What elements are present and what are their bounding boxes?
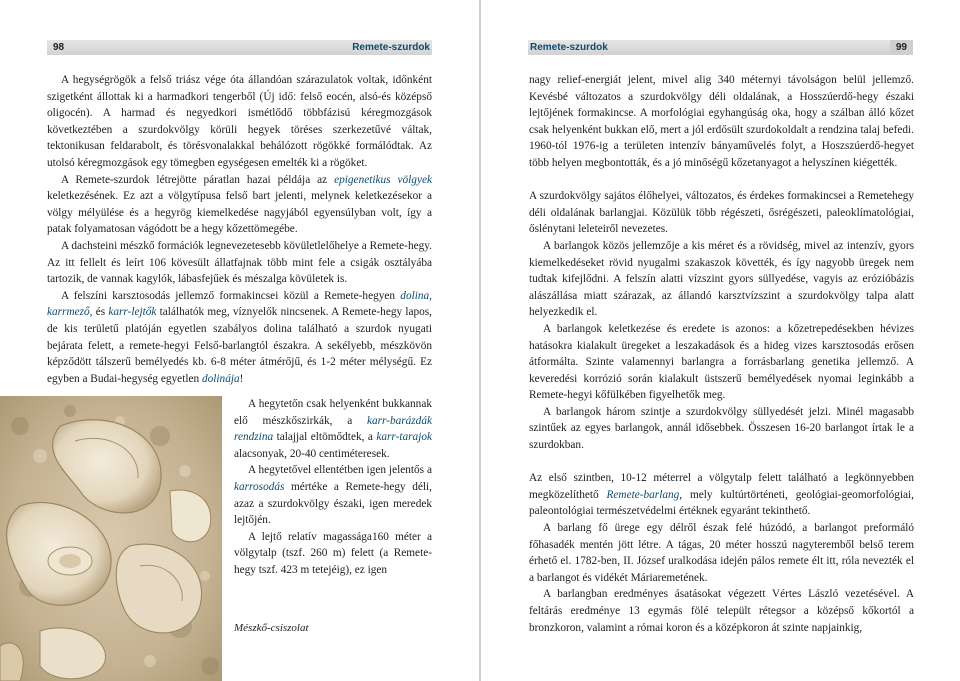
- paragraph-text: nagy relief-energiát jelent, mivel alig 340 méternyi távolságon belül jellemző. Kevésbé változatos a szurdokvölgy déli oldalának, a Hosszúerdő-hegy északi lejtőjének formakincse. A morfológiai egyhangúság oka, hogy a szálban álló kőzet csak helyenként bukkan elő, mert a jól erdősült szurdokoldalt a rendzina talaj befedi. 1960-tól 1976-ig a területen intenzív bányaművelés folyt, a Hoszszúerdő-hegyet több helyen megbontották, és a jó minőségű kőzetanyagot a helyszínen kiégették.: [529, 74, 914, 169]
- paragraph-text: A hegytetőn csak helyenként bukkannak elő mészkőszirkák, a: [234, 398, 432, 427]
- emphasized-term: karrosodás: [234, 480, 285, 493]
- paragraph: [529, 238, 914, 321]
- emphasized-term: karr-tarajok: [376, 431, 432, 444]
- paragraph: [529, 470, 914, 520]
- paragraph-text: alacsonyak, 20-40 centiméteresek.: [234, 447, 390, 460]
- emphasized-term: epigenetikus völgyek: [334, 173, 432, 186]
- paragraph-text: találhatók meg, víznyelők nincsenek. A Remete-hegy lapos, de kis területű platóján egyetlen szabályos dolina található a szurdok nyugati bejárata felett, a remete-hegyi Felső-barlangtól északra. A sekélyebb, mészkövön képződött tálszerű bemélyedés kb. 6-8 méter átmérőjű, és 1-2 méter mélységű. Ez egyben a Budai-hegység egyetlen: [47, 306, 433, 385]
- left-running-title: Remete-szurdok: [352, 42, 430, 53]
- right-page-number: 99: [890, 40, 913, 55]
- paragraph: [529, 520, 914, 586]
- paragraph: [234, 396, 432, 462]
- right-running-title: Remete-szurdok: [530, 42, 608, 53]
- paragraph-text: keletkezésének. Ez azt a völgytípusa felső bart jelenti, melynek keletkezésekor a völgy mélyülése és a hegyrög kiemelkedése nagyjából egyensúlyban volt, így a patak folyamatosan vágódott be a hegy kőzettömegébe.: [47, 190, 432, 236]
- paragraph: [47, 72, 432, 172]
- paragraph: [529, 586, 914, 636]
- paragraph: [47, 172, 432, 238]
- paragraph-text: A Remete-szurdok létrejötte páratlan hazai példája az: [61, 173, 335, 186]
- limestone-thin-section-photo: [0, 396, 222, 681]
- left-running-header: [47, 40, 432, 55]
- paragraph-text: A barlangok három szintje a szurdokvölgy süllyedését jelzi. Minél magasabb szintűek az egyes barlangok, annál idősebbek. Összesen 16-20 barlangot írtak le a szurdokban.: [529, 405, 914, 452]
- paragraph-text: A barlangok keletkezése és eredete is azonos: a kőzetrepedésekben hévizes hatásokra kialakult üregeket a leszakadások és a hideg vizes karsztosodás erősen átformálta. Szinte valamennyi barlangra a forrásbarlang genetika jellemző. A keveredési korrózió során kialakult üstszerű bemélyedések nyomai leginkább a Remete-hegyi kőfülkében figyelhetők meg.: [529, 322, 914, 402]
- paragraph: [529, 188, 914, 238]
- paragraph-text: A felszíni karsztosodás jellemző formakincsei közül a Remete-hegyen: [61, 289, 401, 302]
- paragraph-text: Az első szintben, 10-12 méterrel a völgytalp felett található a legkönnyebben megközelíthető: [529, 472, 914, 501]
- emphasized-term: karr-lejtők: [108, 306, 157, 319]
- emphasized-term: Remete-barlang: [606, 488, 680, 501]
- right-page: [481, 0, 960, 681]
- paragraph: [234, 529, 432, 579]
- paragraph: [47, 288, 432, 388]
- left-top-text: [47, 72, 432, 387]
- paragraph-text: A barlang fő ürege egy délről észak felé húzódó, a barlangot preformáló főhasadék mentén jött létre. A tágas, 20 méter hosszú nagyteremből belső terem érhető el. 1782-ben, II. József uralkodása idején pálos remete élt itt, róla nevezték el a barlangot és vidékét Máriaremetének.: [529, 522, 914, 584]
- paragraph-text: A barlangok közös jellemzője a kis méret és a rövidség, mivel az intenzív, gyors kiemelkedéseket rövid nyugalmi szakaszok követték, és így nagyobb üregek nem tudtak kifejlődni. A felszín alatti vízszint gyors süllyedése, vagyis az erózióbázis alászállása miatt szárazak, az állandó karsztvízszint a szurdokvölgy talpa alatt helyezkedik el.: [529, 239, 914, 319]
- paragraph-text: A lejtő relatív magassága160 méter a völgytalp (tszf. 260 m) felett (a Remete-hegy tszf. 423 m tetejéig), ez igen: [234, 530, 432, 576]
- left-page: [0, 0, 479, 681]
- emphasized-term: dolinája: [201, 372, 240, 385]
- left-page-number: 98: [53, 42, 65, 53]
- right-running-header: [528, 40, 913, 55]
- paragraph: [529, 404, 914, 454]
- paragraph-text: !: [239, 372, 244, 385]
- paragraph-text: A barlangban eredményes ásatásokat végezett Vértes László vezetésével. A feltárás eredménye 13 egymás fölé települt rétegsor a középső kőkortól a bronzkoron, valamint a római koron és a középkoron át szinte napjainkig,: [529, 588, 914, 634]
- paragraph-text: mértéke a Remete-hegy déli, azaz a szurdokvölgy északi, igen meredek lejtőjén.: [234, 480, 432, 527]
- right-main-text: [529, 72, 914, 636]
- paragraph: [529, 72, 914, 172]
- emphasized-term: karr-barázdák rendzina: [234, 414, 432, 444]
- paragraph-text: , mely kultúrtörténeti, geológiai-geomorfológiai, paleontológiai természetvédelmi értéknek egyaránt tekinthető.: [529, 488, 914, 518]
- paragraph-text: talajjal eltömődtek, a: [273, 431, 377, 444]
- paragraph-text: és: [92, 306, 109, 319]
- paragraph: [234, 462, 432, 528]
- paragraph-text: A szurdokvölgy sajátos élőhelyei, változatos, és érdekes formakincsei a Remetehegy déli oldalának barlangjai. Közülük több régészeti, ősrégészeti, paleoklímatológiai, őslénytani leleteiről nevezetes.: [529, 190, 914, 236]
- emphasized-term: dolina, karrmező,: [47, 289, 432, 319]
- paragraph-text: A hegytetővel ellentétben igen jelentős a: [248, 464, 432, 477]
- paragraph: [529, 321, 914, 404]
- photo-caption: Mészkő-csiszolat: [234, 622, 309, 634]
- paragraph-text: A dachsteini mészkő formációk legnevezetesebb kövületlelőhelye a Remete-hegy. Az itt fellelt és leírt 106 kövesült állatfajnak több mint fele a csigák osztályába tartozik, de vannak kagylók, lábasfejűek és mészalga kövületek is.: [47, 239, 432, 286]
- left-side-text: [234, 396, 432, 579]
- paragraph-text: A hegységrögök a felső triász vége óta állandóan szárazulatok voltak, időnként szigetként állottak ki a harmadkori tengerből (Új időː felső eocén, alsó-és középső oligocén). A harmad és negyedkori ismétlődő többfázisú kéregmozgások következtében a szurdokvölgy körüli hegyek töréses szerkezetűvé váltak, tektonikusan feldarabolt, és törésvonalakkal behálózott rögökké formálódtak. Az utolsó kéregmozgások egy tömegben egységesen emelték ki a rögöket.: [47, 74, 432, 169]
- paragraph: [47, 238, 432, 288]
